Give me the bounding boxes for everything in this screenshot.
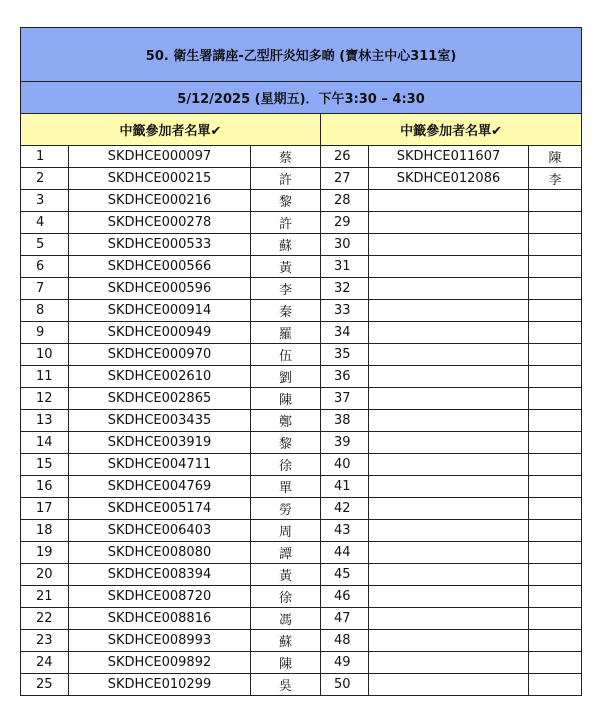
participant-surname-cell: 秦	[251, 300, 321, 322]
row-number-cell: 19	[21, 542, 69, 564]
row-number-cell: 47	[321, 608, 369, 630]
participant-surname-cell: 黃	[251, 564, 321, 586]
row-number-cell: 11	[21, 366, 69, 388]
row-number-cell: 1	[21, 146, 69, 168]
row-number-cell: 42	[321, 498, 369, 520]
participant-code-cell: SKDHCE002610	[69, 366, 251, 388]
participant-surname-cell: 黎	[251, 190, 321, 212]
row-number-cell: 8	[21, 300, 69, 322]
participant-surname-cell: 蔡	[251, 146, 321, 168]
row-number-cell: 23	[21, 630, 69, 652]
table-row	[21, 256, 582, 278]
table-row	[21, 410, 582, 432]
participant-code-cell: SKDHCE000533	[69, 234, 251, 256]
participant-surname-cell: 黎	[251, 432, 321, 454]
participant-surname-cell	[529, 278, 582, 300]
participant-surname-cell: 陳	[529, 146, 582, 168]
participant-code-cell	[369, 674, 529, 696]
table-row	[21, 322, 582, 344]
participant-surname-cell: 徐	[251, 586, 321, 608]
participant-code-cell	[369, 190, 529, 212]
participant-code-cell	[369, 454, 529, 476]
participant-code-cell: SKDHCE004711	[69, 454, 251, 476]
row-number-cell: 50	[321, 674, 369, 696]
table-row	[21, 234, 582, 256]
event-title: 50. 衛生署講座-乙型肝炎知多啲 (寶林主中心311室)	[21, 28, 582, 82]
participant-code-cell	[369, 300, 529, 322]
row-number-cell: 36	[321, 366, 369, 388]
row-number-cell: 49	[321, 652, 369, 674]
participant-code-cell	[369, 498, 529, 520]
participant-code-cell	[369, 476, 529, 498]
participant-surname-cell	[529, 564, 582, 586]
participant-code-cell	[369, 322, 529, 344]
participant-surname-cell: 鄭	[251, 410, 321, 432]
participant-surname-cell: 馮	[251, 608, 321, 630]
row-number-cell: 3	[21, 190, 69, 212]
participant-code-cell: SKDHCE000566	[69, 256, 251, 278]
participant-code-cell: SKDHCE008993	[69, 630, 251, 652]
participant-code-cell: SKDHCE009892	[69, 652, 251, 674]
row-number-cell: 17	[21, 498, 69, 520]
table-row	[21, 366, 582, 388]
row-number-cell: 27	[321, 168, 369, 190]
participant-code-cell	[369, 388, 529, 410]
participant-code-cell: SKDHCE008720	[69, 586, 251, 608]
participant-surname-cell: 譚	[251, 542, 321, 564]
row-number-cell: 35	[321, 344, 369, 366]
row-number-cell: 9	[21, 322, 69, 344]
row-number-cell: 40	[321, 454, 369, 476]
participant-code-cell: SKDHCE000949	[69, 322, 251, 344]
row-number-cell: 16	[21, 476, 69, 498]
participant-code-cell: SKDHCE000596	[69, 278, 251, 300]
row-number-cell: 21	[21, 586, 69, 608]
event-date-time: 5/12/2025 (星期五)．下午3:30 – 4:30	[21, 82, 582, 114]
date-row	[21, 82, 582, 114]
participant-code-cell	[369, 256, 529, 278]
row-number-cell: 6	[21, 256, 69, 278]
participant-code-cell	[369, 652, 529, 674]
participant-list-table	[20, 27, 582, 696]
participant-surname-cell	[529, 410, 582, 432]
participant-surname-cell	[529, 322, 582, 344]
participant-code-cell: SKDHCE003435	[69, 410, 251, 432]
table-row	[21, 476, 582, 498]
participant-code-cell	[369, 608, 529, 630]
participant-code-cell: SKDHCE008080	[69, 542, 251, 564]
participant-code-cell: SKDHCE003919	[69, 432, 251, 454]
participant-surname-cell: 黃	[251, 256, 321, 278]
participant-code-cell	[369, 278, 529, 300]
row-number-cell: 7	[21, 278, 69, 300]
participant-surname-cell: 蘇	[251, 234, 321, 256]
row-number-cell: 43	[321, 520, 369, 542]
participant-code-cell	[369, 564, 529, 586]
row-number-cell: 46	[321, 586, 369, 608]
table-row	[21, 168, 582, 190]
row-number-cell: 45	[321, 564, 369, 586]
participant-surname-cell: 伍	[251, 344, 321, 366]
participant-code-cell	[369, 432, 529, 454]
participant-surname-cell	[529, 366, 582, 388]
participant-code-cell: SKDHCE000914	[69, 300, 251, 322]
row-number-cell: 41	[321, 476, 369, 498]
participant-surname-cell: 李	[251, 278, 321, 300]
row-number-cell: 22	[21, 608, 69, 630]
participant-surname-cell	[529, 256, 582, 278]
participant-surname-cell	[529, 542, 582, 564]
participant-surname-cell	[529, 608, 582, 630]
row-number-cell: 39	[321, 432, 369, 454]
participant-surname-cell: 劉	[251, 366, 321, 388]
participant-surname-cell: 許	[251, 168, 321, 190]
row-number-cell: 28	[321, 190, 369, 212]
participant-surname-cell	[529, 476, 582, 498]
participant-surname-cell	[529, 234, 582, 256]
participant-code-cell: SKDHCE000215	[69, 168, 251, 190]
participant-code-cell	[369, 542, 529, 564]
row-number-cell: 20	[21, 564, 69, 586]
table-row	[21, 146, 582, 168]
participant-surname-cell	[529, 498, 582, 520]
participant-surname-cell: 吳	[251, 674, 321, 696]
title-row	[21, 28, 582, 82]
table-row	[21, 608, 582, 630]
participant-surname-cell	[529, 586, 582, 608]
row-number-cell: 24	[21, 652, 69, 674]
participant-surname-cell	[529, 190, 582, 212]
participant-surname-cell: 徐	[251, 454, 321, 476]
participant-surname-cell	[529, 454, 582, 476]
table-row	[21, 212, 582, 234]
table-row	[21, 586, 582, 608]
participant-code-cell: SKDHCE000216	[69, 190, 251, 212]
participant-code-cell: SKDHCE008394	[69, 564, 251, 586]
table-row	[21, 432, 582, 454]
participant-code-cell	[369, 630, 529, 652]
participant-code-cell: SKDHCE000278	[69, 212, 251, 234]
row-number-cell: 12	[21, 388, 69, 410]
table-row	[21, 630, 582, 652]
participant-code-cell: SKDHCE006403	[69, 520, 251, 542]
row-number-cell: 10	[21, 344, 69, 366]
row-number-cell: 30	[321, 234, 369, 256]
participant-code-cell: SKDHCE010299	[69, 674, 251, 696]
participant-surname-cell: 李	[529, 168, 582, 190]
row-number-cell: 48	[321, 630, 369, 652]
row-number-cell: 4	[21, 212, 69, 234]
participant-code-cell	[369, 520, 529, 542]
participant-surname-cell	[529, 432, 582, 454]
row-number-cell: 5	[21, 234, 69, 256]
table-row	[21, 454, 582, 476]
row-number-cell: 15	[21, 454, 69, 476]
header-right: 中籤參加者名單✔	[321, 114, 582, 146]
row-number-cell: 29	[321, 212, 369, 234]
participant-code-cell	[369, 212, 529, 234]
row-number-cell: 25	[21, 674, 69, 696]
row-number-cell: 2	[21, 168, 69, 190]
row-number-cell: 44	[321, 542, 369, 564]
row-number-cell: 13	[21, 410, 69, 432]
participant-surname-cell: 羅	[251, 322, 321, 344]
participant-surname-cell: 蘇	[251, 630, 321, 652]
table-row	[21, 344, 582, 366]
participant-surname-cell: 勞	[251, 498, 321, 520]
participant-code-cell	[369, 586, 529, 608]
participant-surname-cell	[529, 674, 582, 696]
participant-surname-cell	[529, 344, 582, 366]
table-row	[21, 542, 582, 564]
header-row	[21, 114, 582, 146]
row-number-cell: 32	[321, 278, 369, 300]
participant-surname-cell: 周	[251, 520, 321, 542]
header-left: 中籤參加者名單✔	[21, 114, 321, 146]
participant-surname-cell: 陳	[251, 652, 321, 674]
participant-code-cell	[369, 344, 529, 366]
table-row	[21, 278, 582, 300]
participant-surname-cell: 許	[251, 212, 321, 234]
participant-surname-cell: 單	[251, 476, 321, 498]
participant-code-cell: SKDHCE000970	[69, 344, 251, 366]
participant-code-cell: SKDHCE004769	[69, 476, 251, 498]
participant-code-cell: SKDHCE002865	[69, 388, 251, 410]
row-number-cell: 34	[321, 322, 369, 344]
participant-surname-cell	[529, 388, 582, 410]
table-row	[21, 520, 582, 542]
row-number-cell: 38	[321, 410, 369, 432]
participant-surname-cell	[529, 212, 582, 234]
table-row	[21, 498, 582, 520]
table-row	[21, 674, 582, 696]
table-row	[21, 388, 582, 410]
participant-surname-cell	[529, 630, 582, 652]
participant-code-cell: SKDHCE008816	[69, 608, 251, 630]
table-row	[21, 300, 582, 322]
row-number-cell: 18	[21, 520, 69, 542]
participant-surname-cell: 陳	[251, 388, 321, 410]
row-number-cell: 31	[321, 256, 369, 278]
participant-code-cell: SKDHCE000097	[69, 146, 251, 168]
participant-surname-cell	[529, 520, 582, 542]
participant-surname-cell	[529, 300, 582, 322]
row-number-cell: 26	[321, 146, 369, 168]
row-number-cell: 14	[21, 432, 69, 454]
table-row	[21, 652, 582, 674]
table-row	[21, 564, 582, 586]
participant-code-cell: SKDHCE005174	[69, 498, 251, 520]
participant-code-cell	[369, 234, 529, 256]
participant-code-cell: SKDHCE012086	[369, 168, 529, 190]
table-row	[21, 190, 582, 212]
participant-code-cell: SKDHCE011607	[369, 146, 529, 168]
row-number-cell: 37	[321, 388, 369, 410]
participant-surname-cell	[529, 652, 582, 674]
participant-code-cell	[369, 366, 529, 388]
participant-code-cell	[369, 410, 529, 432]
row-number-cell: 33	[321, 300, 369, 322]
